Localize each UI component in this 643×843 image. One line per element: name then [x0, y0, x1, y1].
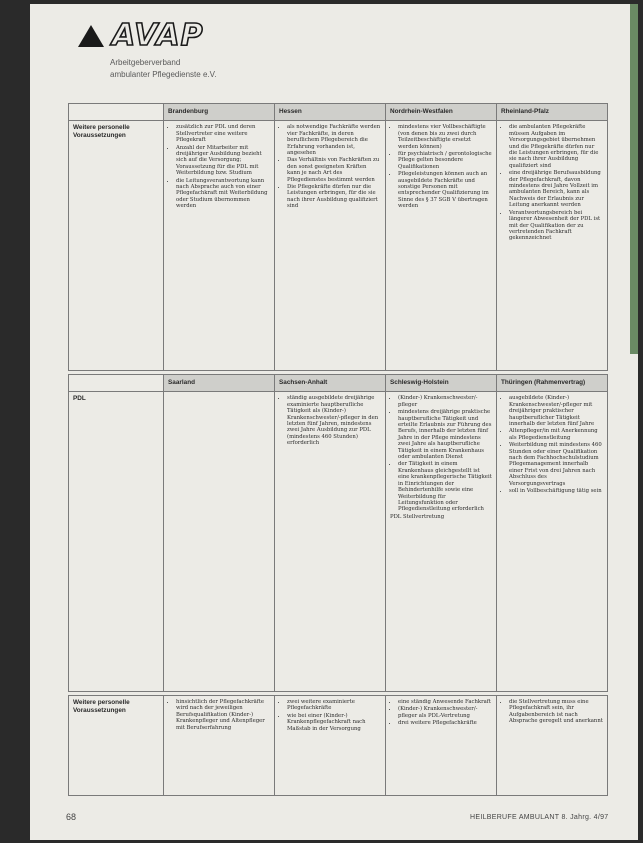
table-states-1 [68, 103, 608, 371]
table-cell [164, 696, 275, 796]
table-cell [275, 392, 386, 692]
page-number: 68 [66, 812, 77, 822]
list-item: • wie bei einer (Kinder-) Krankenpflegefachkraft nach Maßstab in der Versorgung [287, 713, 381, 732]
header-empty-cell [69, 375, 164, 392]
table-cell [497, 121, 608, 371]
table-cell [275, 121, 386, 371]
column-header: Schleswig-Holstein [386, 375, 497, 392]
table-cell [386, 121, 497, 371]
column-header: Nordrhein-Westfalen [386, 104, 497, 121]
list-item: • der Tätigkeit in einem Krankenhaus gleichgestellt ist eine krankenpflegerische Tätigkeit in Einrichtungen der Behindertenhilfe sowie eine Weiterbildung für Leitungsfunktion oder Pflegedienstleitung erforderlich [398, 461, 492, 512]
column-header: Saarland [164, 375, 275, 392]
list-item: • Verantwortungsbereich bei längerer Abwesenheit der PDL ist mit der Qualifikation der zu vertretenden Fachkraft gekennzeichnet [509, 210, 603, 242]
list-item: • ausgebildete (Kinder-) Krankenschwester/-pfleger mit dreijähriger praktischer hauptberuflicher Tätigkeit innerhalb der letzten fünf Jahre [509, 395, 603, 427]
list-item: • hinsichtlich der Pflegefachkräfte wird nach der jeweiligen Berufsqualifikation (Kinder-) Krankenpfleger und Altenpfleger mit Berufserfahrung [176, 699, 270, 731]
logo-word: AVAP [112, 18, 204, 53]
table-cell [164, 121, 275, 371]
cell-note: PDL Stellvertretung [390, 513, 445, 520]
table-row [69, 392, 608, 692]
column-header: Thüringen (Rahmenvertrag) [497, 375, 608, 392]
list-item: • zwei weitere examinierte Pflegefachkräfte [287, 699, 381, 712]
table-cell [386, 696, 497, 796]
list-item: • die Stellvertretung muss eine Pflegefachkraft sein, ihr Aufgabenbereich ist nach Absprache geregelt und anerkannt [509, 699, 603, 725]
list-item: • die Leitungsverantwortung kann nach Absprache auch von einer Pflegefachkraft mit Weiterbildung oder Studium übernommen werden [176, 178, 270, 210]
list-item: • soll in Vollbeschäftigung tätig sein [509, 488, 603, 494]
list-item: • Altenpfleger/in mit Anerkennung als Pflegedienstleitung [509, 428, 603, 441]
list-item: • Pflegeleistungen können auch an ausgebildete Fachkräfte und sonstige Personen mit entsprechender Qualifizierung im Sinne des § 37 SGB V übertragen werden [398, 171, 492, 209]
table-header-row [69, 104, 608, 121]
logo-triangle-icon [78, 25, 104, 47]
association-line-2: ambulanter Pflegedienste e.V. [110, 70, 217, 79]
journal-footer: HEILBERUFE AMBULANT 8. Jahrg. 4/97 [470, 814, 609, 821]
column-header: Brandenburg [164, 104, 275, 121]
avap-logo [78, 18, 204, 53]
list-item: • mindestens dreijährige praktische hauptberufliche Tätigkeit und erteilte Erlaubnis zur Führung des Berufs, innerhalb der letzten fünf Jahre in der Pflege mindestens zwei Jahre als hauptberufliche Tätigkeit in einem Krankenhaus oder ambulanten Dienst [398, 409, 492, 460]
row-label: Weitere personelle Voraussetzungen [69, 696, 164, 796]
table-states-2-continued [68, 695, 608, 796]
table-header-row [69, 375, 608, 392]
list-item: • (Kinder-) Krankenschwester/-pfleger [398, 395, 492, 408]
list-item: • ständig ausgebildete dreijährige examinierte hauptberufliche Tätigkeit als (Kinder-) Krankenschwester/-pfleger in den letzten fünf Jahren, mindestens zwei Jahre Ausbildung zur PDL (mindestens 460 Stunden) erforderlich [287, 395, 381, 446]
table-cell-empty [164, 392, 275, 692]
table-cell [497, 696, 608, 796]
list-item: • Anzahl der Mitarbeiter mit dreijähriger Ausbildung bezieht sich auf die Versorgung; Voraussetzung für die PDL mit Weiterbildung bzw. Studium [176, 145, 270, 177]
table-states-2 [68, 374, 608, 692]
list-item: • (Kinder-) Krankenschwester/-pfleger als PDL-Vertretung [398, 706, 492, 719]
table-cell [497, 392, 608, 692]
list-item: • drei weitere Pflegefachkräfte [398, 720, 492, 726]
list-item: • mindestens vier Vollbeschäftigte (von denen bis zu zwei durch Teilzeitbeschäftigte ersetzt werden können) [398, 124, 492, 150]
list-item: • Weiterbildung mit mindestens 460 Stunden oder einer Qualifikation nach dem Fachhochschulstudium Pflegemanagement innerhalb einer Frist von drei Jahren nach Abschluss des Versorgungsvertrags [509, 442, 603, 487]
table-row [69, 696, 608, 796]
table-row [69, 121, 608, 371]
table-cell [386, 392, 497, 692]
list-item: • für psychiatrisch / gerontologische Pflege gelten besondere Qualifikationen [398, 151, 492, 170]
list-item: • eine dreijährige Berufsausbildung der Pflegefachkraft, davon mindestens drei Jahre Vollzeit im ambulanten Bereich, kann als Nachweis der Erlaubnis zur Leitung anerkannt werden [509, 170, 603, 208]
row-label: PDL [69, 392, 164, 692]
page-edge-stripe [630, 4, 638, 354]
header-empty-cell [69, 104, 164, 121]
list-item: • Die Pflegekräfte dürfen nur die Leistungen erbringen, für die sie nach ihrer Ausbildung qualifiziert sind [287, 184, 381, 210]
list-item: • die ambulanten Pflegekräfte müssen Aufgaben im Versorgungsgebiet übernehmen und die Pflegekräfte dürfen nur die Leistungen erbringen, für die sie nach ihrer Ausbildung qualifiziert sind [509, 124, 603, 169]
column-header: Sachsen-Anhalt [275, 375, 386, 392]
list-item: • zusätzlich zur PDL und deren Stellvertreter eine weitere Pflegekraft [176, 124, 270, 143]
list-item: • eine ständig Anwesende Fachkraft [398, 699, 492, 705]
list-item: • als notwendige Fachkräfte werden vier Fachkräfte, in deren beruflichem Pflegebereich die Erfahrung vorhanden ist, angesehen [287, 124, 381, 156]
row-label: Weitere personelle Voraussetzungen [69, 121, 164, 371]
column-header: Rheinland-Pfalz [497, 104, 608, 121]
association-line-1: Arbeitgeberverband [110, 58, 181, 67]
column-header: Hessen [275, 104, 386, 121]
table-cell [275, 696, 386, 796]
list-item: • Das Verhältnis von Fachkräften zu den sonst geeigneten Kräften kann je nach Art des Pflegedienstes bestimmt werden [287, 157, 381, 183]
